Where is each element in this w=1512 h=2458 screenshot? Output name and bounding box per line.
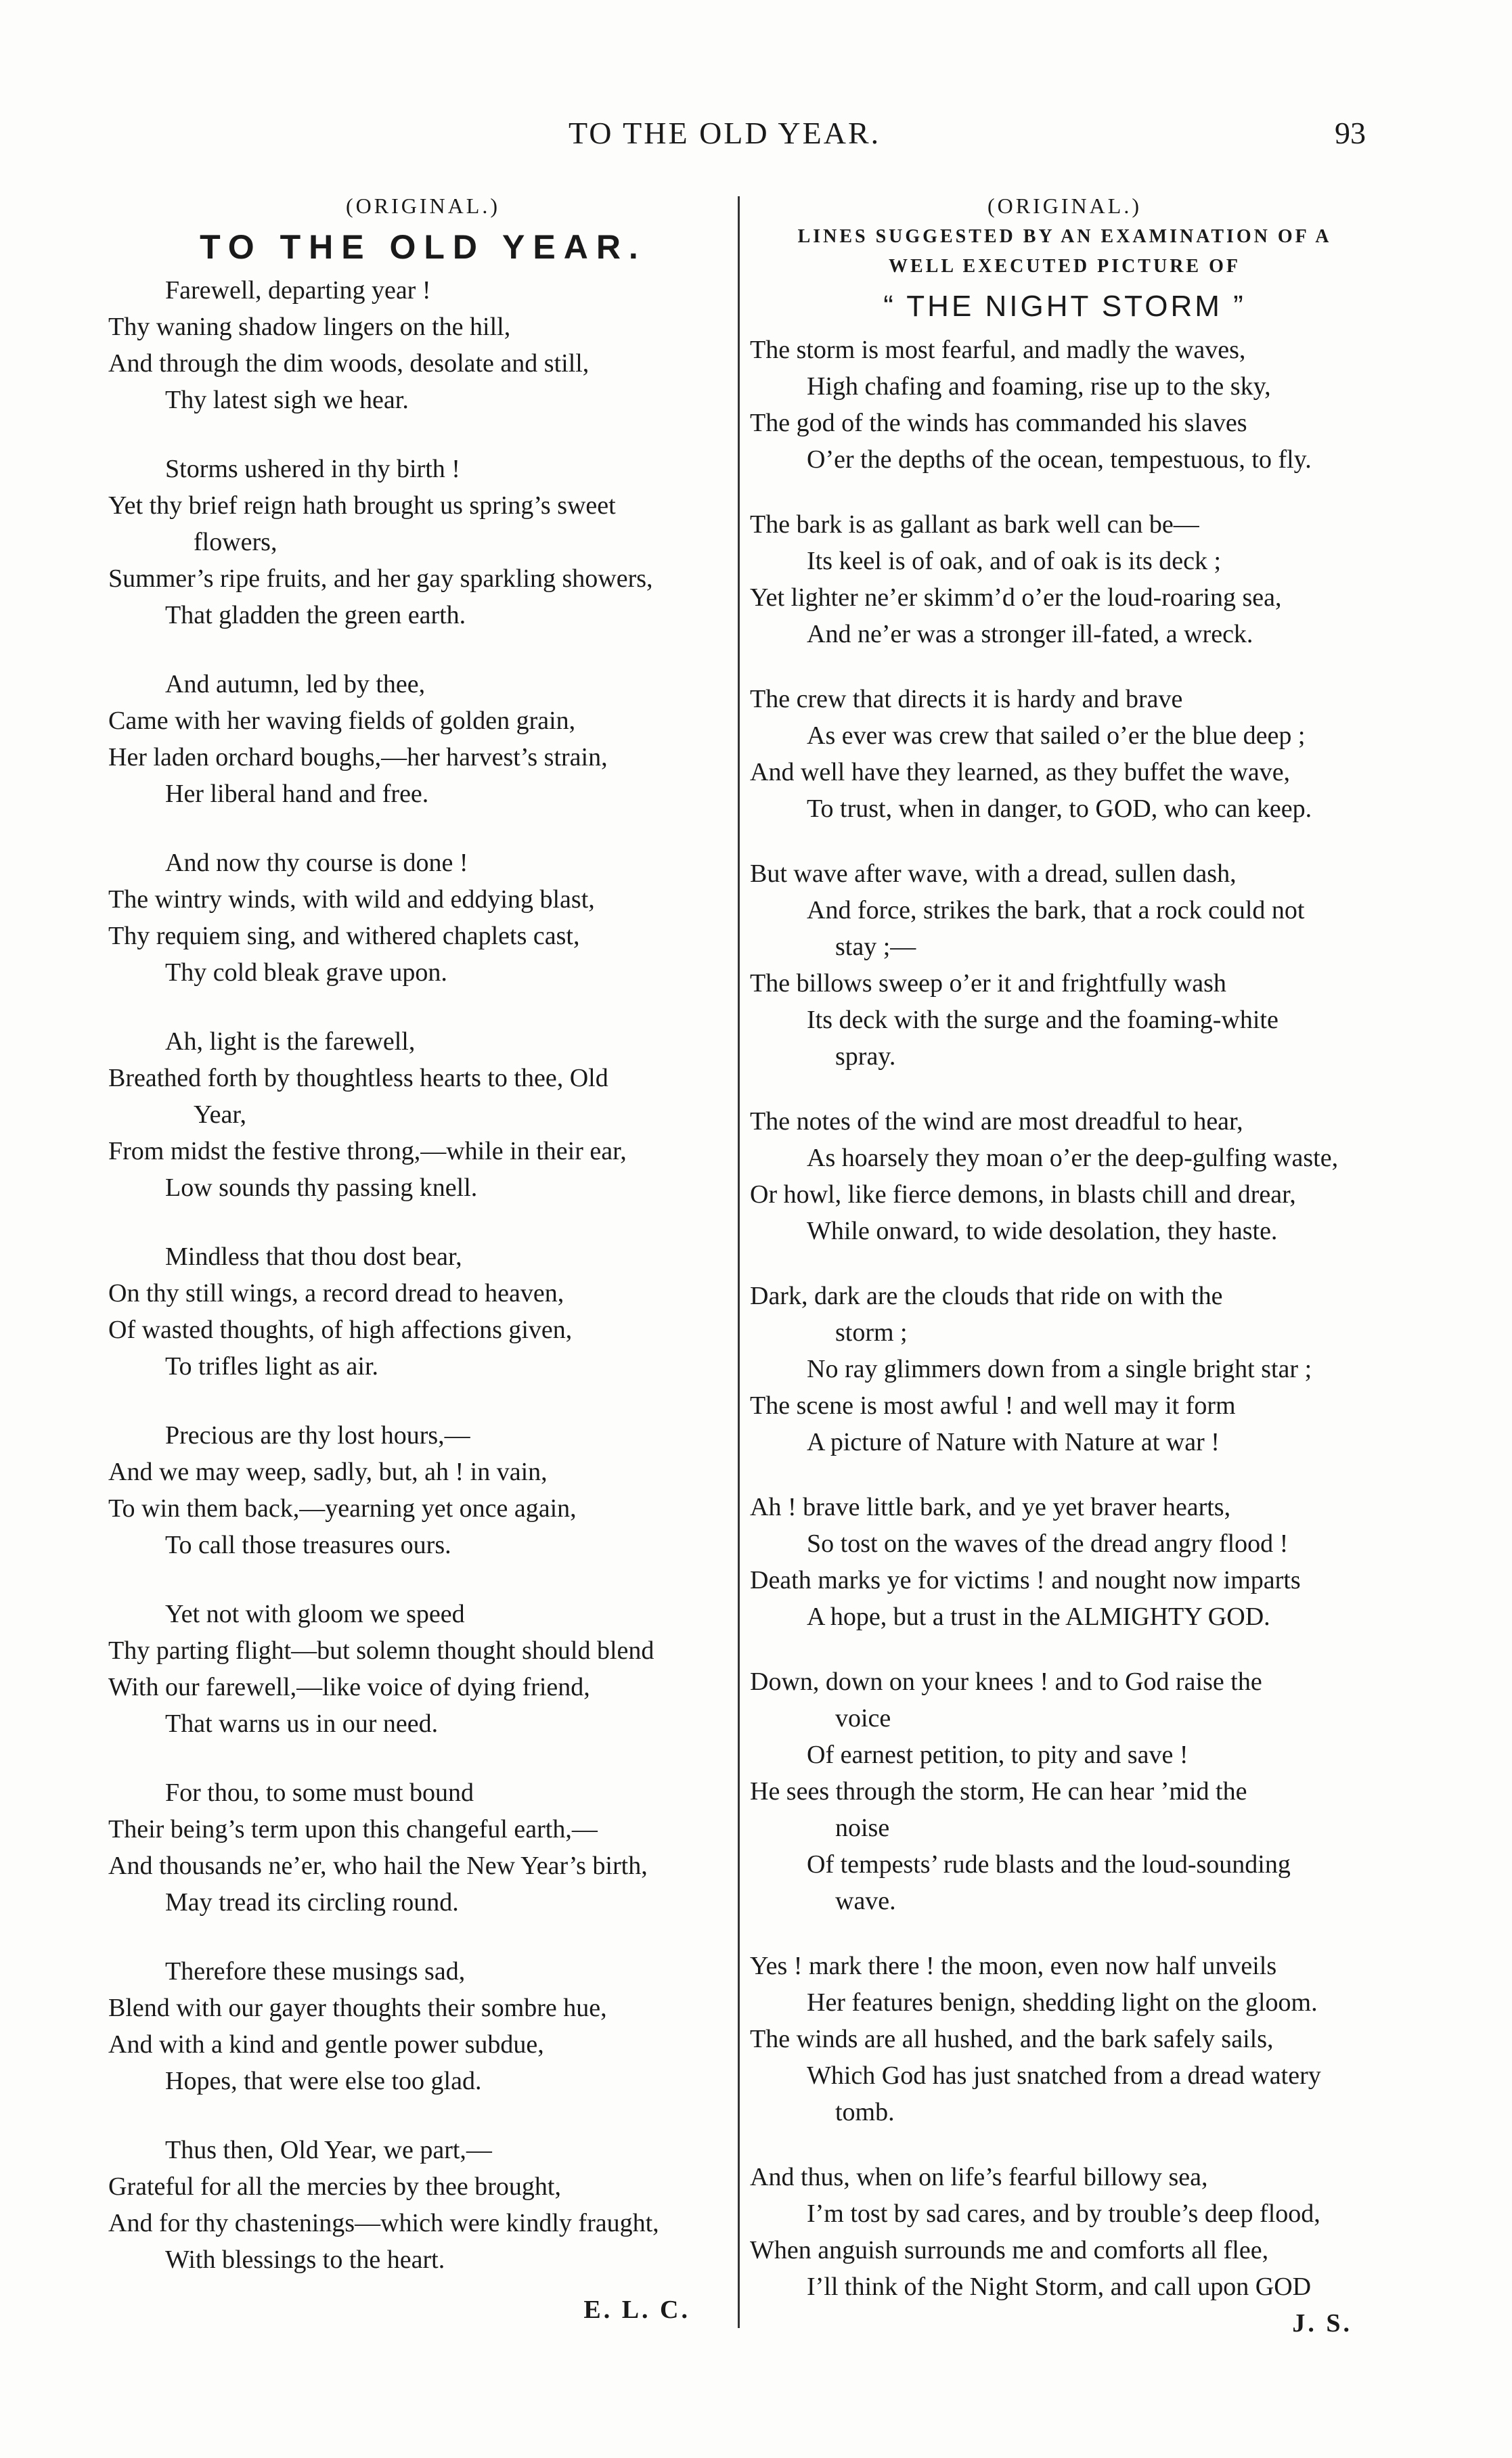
stanza bbox=[108, 1023, 738, 1206]
stanza bbox=[108, 845, 738, 991]
stanza bbox=[750, 1278, 1379, 1460]
poem-line: And thousands ne’er, who hail the New Year’s birth, bbox=[108, 1852, 648, 1880]
poem-line: No ray glimmers down from a single bright star ; bbox=[807, 1355, 1312, 1383]
poem-line: And force, strikes the bark, that a rock could not bbox=[807, 896, 1305, 924]
poem-line: And now thy course is done ! bbox=[165, 849, 468, 877]
right-subtitle-line-1: LINES SUGGESTED BY AN EXAMINATION OF A bbox=[797, 226, 1332, 247]
stanza bbox=[108, 1596, 738, 1742]
left-column bbox=[108, 189, 738, 2328]
poem-line: Dark, dark are the clouds that ride on with the bbox=[750, 1282, 1223, 1310]
poem-line: Thy latest sigh we hear. bbox=[165, 386, 409, 414]
poem-line: I’m tost by sad cares, and by trouble’s deep flood, bbox=[807, 2199, 1320, 2228]
poem-line: Her features benign, shedding light on the gloom. bbox=[807, 1988, 1318, 2017]
stanza bbox=[750, 1948, 1379, 2130]
poem-line: Down, down on your knees ! and to God raise the bbox=[750, 1668, 1262, 1696]
left-original-tag: (ORIGINAL.) bbox=[346, 194, 500, 218]
poem-line: From midst the festive throng,—while in their ear, bbox=[108, 1137, 627, 1165]
left-poem-title: TO THE OLD YEAR. bbox=[200, 228, 646, 266]
stanza bbox=[750, 855, 1379, 1075]
poem-line: Her laden orchard boughs,—her harvest’s strain, bbox=[108, 743, 608, 772]
poem-line: For thou, to some must bound bbox=[165, 1779, 474, 1807]
poem-line: Came with her waving fields of golden grain, bbox=[108, 707, 576, 735]
poem-line: To trust, when in danger, to GOD, who can keep. bbox=[807, 795, 1312, 823]
poem-line: Death marks ye for victims ! and nought now imparts bbox=[750, 1566, 1301, 1594]
poem-line: wave. bbox=[835, 1887, 896, 1915]
poem-line: The god of the winds has commanded his slaves bbox=[750, 409, 1247, 437]
poem-line: Farewell, departing year ! bbox=[165, 276, 431, 305]
stanza bbox=[108, 1238, 738, 1385]
poem-line: He sees through the storm, He can hear ’mid the bbox=[750, 1777, 1247, 1806]
poem-line: The billows sweep o’er it and frightfully wash bbox=[750, 969, 1226, 998]
poem-line: Low sounds thy passing knell. bbox=[165, 1174, 478, 1202]
poem-line: Of wasted thoughts, of high affections given, bbox=[108, 1316, 573, 1344]
poem-line: Its deck with the surge and the foaming-white bbox=[807, 1006, 1278, 1034]
poem-line: stay ;— bbox=[835, 933, 916, 961]
poem-line: Thy requiem sing, and withered chaplets cast, bbox=[108, 922, 580, 950]
poem-line: Ah, light is the farewell, bbox=[165, 1027, 416, 1056]
poem-line: Yet thy brief reign hath brought us spring’s sweet bbox=[108, 491, 616, 520]
poem-line: And we may weep, sadly, but, ah ! in vain, bbox=[108, 1458, 548, 1486]
poem-line: May tread its circling round. bbox=[165, 1888, 459, 1917]
poem-line: Storms ushered in thy birth ! bbox=[165, 455, 460, 483]
poem-line: Precious are thy lost hours,— bbox=[165, 1421, 470, 1450]
poem-line: A hope, but a trust in the ALMIGHTY GOD. bbox=[807, 1603, 1270, 1631]
poem-line: Ah ! brave little bark, and ye yet braver hearts, bbox=[750, 1493, 1231, 1521]
poem-line: storm ; bbox=[835, 1318, 908, 1347]
poem-line: Hopes, that were else too glad. bbox=[165, 2067, 482, 2095]
poem-line: To call those treasures ours. bbox=[165, 1531, 451, 1559]
stanza bbox=[750, 2159, 1379, 2305]
stanza bbox=[750, 1103, 1379, 1249]
poem-line: Summer’s ripe fruits, and her gay sparkling showers, bbox=[108, 564, 653, 593]
poem-line: High chafing and foaming, rise up to the sky, bbox=[807, 372, 1271, 401]
stanza bbox=[750, 332, 1379, 478]
poem-line: But wave after wave, with a dread, sullen dash, bbox=[750, 859, 1237, 888]
poem-line: With our farewell,—like voice of dying friend, bbox=[108, 1673, 590, 1701]
right-poem-body bbox=[750, 332, 1379, 2305]
poem-line: spray. bbox=[835, 1042, 896, 1071]
poem-line: Thy cold bleak grave upon. bbox=[165, 958, 447, 987]
stanza bbox=[108, 1417, 738, 1563]
page-number: 93 bbox=[1335, 116, 1366, 150]
poem-line: Their being’s term upon this changeful earth,— bbox=[108, 1815, 598, 1844]
poem-line: The scene is most awful ! and well may it form bbox=[750, 1391, 1236, 1420]
poem-line: Grateful for all the mercies by thee brought, bbox=[108, 2172, 561, 2201]
right-column bbox=[750, 189, 1379, 2342]
poem-line: The crew that directs it is hardy and brave bbox=[750, 685, 1183, 713]
poem-line: flowers, bbox=[194, 528, 277, 556]
poem-line: Therefore these musings sad, bbox=[165, 1957, 466, 1986]
poem-line: With blessings to the heart. bbox=[165, 2245, 445, 2274]
poem-line: The notes of the wind are most dreadful to hear, bbox=[750, 1107, 1243, 1136]
stanza bbox=[108, 272, 738, 418]
poem-line: O’er the depths of the ocean, tempestuous, to fly. bbox=[807, 445, 1312, 474]
poem-line: On thy still wings, a record dread to heaven, bbox=[108, 1279, 564, 1308]
stanza bbox=[750, 1489, 1379, 1635]
poem-line: As ever was crew that sailed o’er the blue deep ; bbox=[807, 721, 1306, 750]
poem-line: noise bbox=[835, 1814, 890, 1842]
poem-line: A picture of Nature with Nature at war ! bbox=[807, 1428, 1220, 1456]
poem-line: Thy waning shadow lingers on the hill, bbox=[108, 313, 511, 341]
poem-line: Yet lighter ne’er skimm’d o’er the loud-roaring sea, bbox=[750, 583, 1282, 612]
poem-line: Mindless that thou dost bear, bbox=[165, 1243, 462, 1271]
poem-line: Which God has just snatched from a dread watery bbox=[807, 2061, 1321, 2090]
right-original-tag: (ORIGINAL.) bbox=[987, 194, 1142, 218]
page-header bbox=[0, 115, 1512, 162]
stanza bbox=[108, 666, 738, 812]
left-poem-body bbox=[108, 272, 738, 2278]
poem-line: Yet not with gloom we speed bbox=[165, 1600, 465, 1628]
poem-line: While onward, to wide desolation, they haste. bbox=[807, 1217, 1278, 1245]
poem-line: Thy parting flight—but solemn thought should blend bbox=[108, 1636, 654, 1665]
stanza bbox=[108, 1774, 738, 1921]
poem-line: To trifles light as air. bbox=[165, 1352, 379, 1381]
stanza bbox=[750, 506, 1379, 652]
right-subtitle-line-2: WELL EXECUTED PICTURE OF bbox=[889, 256, 1241, 277]
poem-line: That warns us in our need. bbox=[165, 1710, 439, 1738]
poem-line: Its keel is of oak, and of oak is its deck ; bbox=[807, 547, 1222, 575]
poem-line: And autumn, led by thee, bbox=[165, 670, 426, 698]
poem-line: voice bbox=[835, 1704, 891, 1733]
right-signature: J. S. bbox=[1292, 2309, 1352, 2338]
poem-line: Of earnest petition, to pity and save ! bbox=[807, 1741, 1188, 1769]
column-divider bbox=[738, 196, 740, 2328]
stanza bbox=[750, 1663, 1379, 1919]
poem-line: And with a kind and gentle power subdue, bbox=[108, 2030, 544, 2059]
poem-line: Yes ! mark there ! the moon, even now half unveils bbox=[750, 1952, 1277, 1980]
poem-line: When anguish surrounds me and comforts all flee, bbox=[750, 2236, 1269, 2264]
poem-line: And through the dim woods, desolate and still, bbox=[108, 349, 590, 378]
poem-line: Breathed forth by thoughtless hearts to thee, Old bbox=[108, 1064, 608, 1092]
poem-line: Blend with our gayer thoughts their sombre hue, bbox=[108, 1994, 607, 2022]
poem-line: The winds are all hushed, and the bark safely sails, bbox=[750, 2025, 1274, 2053]
poem-line: I’ll think of the Night Storm, and call upon GOD bbox=[807, 2273, 1312, 2301]
stanza bbox=[108, 1953, 738, 2099]
poem-line: So tost on the waves of the dread angry flood ! bbox=[807, 1529, 1289, 1558]
left-signature: E. L. C. bbox=[583, 2296, 690, 2324]
poem-line: As hoarsely they moan o’er the deep-gulfing waste, bbox=[807, 1144, 1339, 1172]
stanza bbox=[750, 681, 1379, 827]
poem-line: And for thy chastenings—which were kindly fraught, bbox=[108, 2209, 659, 2237]
poem-line: And thus, when on life’s fearful billowy sea, bbox=[750, 2163, 1208, 2191]
poem-line: That gladden the green earth. bbox=[165, 601, 466, 629]
right-poem-title: “ THE NIGHT STORM ” bbox=[883, 290, 1246, 323]
poem-line: The wintry winds, with wild and eddying blast, bbox=[108, 885, 595, 914]
stanza bbox=[108, 451, 738, 633]
poem-line: Thus then, Old Year, we part,— bbox=[165, 2136, 492, 2164]
poem-line: The storm is most fearful, and madly the waves, bbox=[750, 336, 1246, 364]
poem-line: Of tempests’ rude blasts and the loud-sounding bbox=[807, 1850, 1291, 1879]
running-title: TO THE OLD YEAR. bbox=[569, 116, 881, 150]
poem-line: To win them back,—yearning yet once again, bbox=[108, 1494, 577, 1523]
poem-line: And well have they learned, as they buffet the wave, bbox=[750, 758, 1291, 786]
poem-line: And ne’er was a stronger ill-fated, a wreck. bbox=[807, 620, 1253, 648]
stanza bbox=[108, 2132, 738, 2278]
poem-line: Year, bbox=[194, 1100, 247, 1129]
poem-line: Or howl, like fierce demons, in blasts chill and drear, bbox=[750, 1180, 1296, 1209]
poem-line: tomb. bbox=[835, 2098, 895, 2126]
poem-line: Her liberal hand and free. bbox=[165, 780, 429, 808]
poem-line: The bark is as gallant as bark well can be— bbox=[750, 510, 1199, 539]
